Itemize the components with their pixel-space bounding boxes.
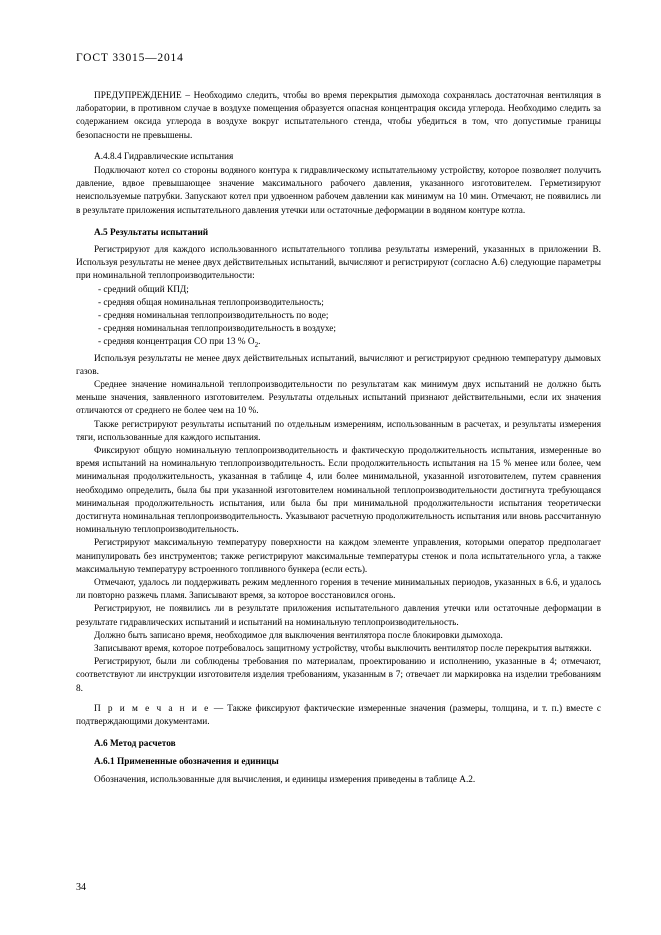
note-text: — Также фиксируют фактические измеренные значения (размеры, толщина, и т. п.) вместе с подтверждающими документами. bbox=[76, 703, 601, 727]
list-item: - средняя номинальная теплопроизводительность по воде; bbox=[98, 311, 329, 322]
subheading-a4841: А.4.8.4 Гидравлические испытания bbox=[94, 151, 234, 162]
paragraph-mean-output: Среднее значение номинальной теплопроизводительности по результатам как минимум двух испытаний не должно быть меньше значения, заявленного изготовителем. Результаты отдельных испытаний признают действительными, если их значения отличаются от среднего не более чем на 10 %. bbox=[76, 379, 601, 417]
heading-a5: А.5 Результаты испытаний bbox=[94, 227, 209, 238]
paragraph-individual-results: Также регистрируют результаты испытаний по отдельным измерениям, использованным в расчетах, и результаты измерения тяги, использованные для каждого испытания. bbox=[76, 419, 601, 443]
paragraph-duration: Фиксируют общую номинальную теплопроизводительность и фактическую продолжительность испытания, измеренные во время испытаний на номинальную теплопроизводительность. Если продолжительность испытания на 15 % менее или более, чем минимальная продолжительность, указанная в таблице 4, или более минимальной, указанной изготовителем, путем сравнения необходимо определить, была бы при указанной изготовителем номинальной теплопроизводительности достигнута требующаяся минимальная продолжительность испытания, или была бы при минимальной продолжительности испытания теоретически достигнута номинальная теплопроизводительность. Указывают расчетную продолжительность испытания или вновь рассчитанную номинальную теплопроизводительность. bbox=[76, 445, 601, 536]
heading-a61: А.6.1 Примененные обозначения и единицы bbox=[94, 757, 279, 768]
paragraph-symbols: Обозначения, использованные для вычисления, и единицы измерения приведены в таблице А.2. bbox=[94, 774, 476, 785]
paragraph-flue-temp: Используя результаты не менее двух действительных испытаний, вычисляют и регистрируют среднюю температуру дымовых газов. bbox=[76, 353, 601, 377]
note-label: П р и м е ч а н и е bbox=[94, 703, 210, 714]
page-header: ГОСТ 33015—2014 bbox=[76, 52, 184, 64]
list-item-co2 bbox=[76, 336, 601, 352]
paragraph-slow-burn: Отмечают, удалось ли поддерживать режим медленного горения в течение минимальных периодов, указанных в 6.6, и удалось ли повторно разжечь пламя. Записывают время, за которое восстановился огонь. bbox=[76, 577, 601, 602]
paragraph-requirements: Регистрируют, были ли соблюдены требования по материалам, проектированию и исполнению, указанные в 4; отмечают, соответствуют ли инструкции изготовителя изделия требованиям, указанным в 7; отвечает ли маркировка на изделии требованиям 8. bbox=[76, 657, 601, 694]
list-item: - средний общий КПД; bbox=[98, 284, 189, 295]
paragraph-leaks: Регистрируют, не появились ли в результате приложения испытательного давления утечки или остаточные деформации в результате гидравлических испытаний и испытаний на номинальную теплопроизводительность. bbox=[76, 604, 601, 628]
paragraph-fan-shutdown: Должно быть записано время, необходимое для выключения вентилятора после блокировки дымохода. bbox=[94, 630, 503, 641]
note-block bbox=[76, 703, 601, 729]
list-item-co2-end: . bbox=[258, 337, 261, 348]
paragraph-hydraulic: Подключают котел со стороны водяного контура к гидравлическому испытательному устройству, которое позволяет получить давление, вдвое превышающее значение максимального рабочего давления, указанного изготовителем. Герметизируют неиспользуемые патрубки. Запускают котел при удвоенном рабочем давлении как минимум на 10 мин. Отмечают, не появились ли в результате приложения испытательного давления утечки или остаточные деформации в водяном контуре котла. bbox=[76, 166, 601, 216]
co2-subscript: 2 bbox=[254, 341, 259, 350]
page-number: 34 bbox=[76, 882, 86, 893]
list-item-co2-text: - средняя концентрация СО при 13 % О bbox=[98, 337, 255, 348]
paragraph-warning: ПРЕДУПРЕЖДЕНИЕ – Необходимо следить, чтобы во время перекрытия дымохода сохранялась достаточная вентиляция в лаборатории, в противном случае в воздухе помещения образуется опасная концентрация оксида углерода. Необходимо следить за содержанием оксида углерода в воздухе вокруг испытательного стенда, чтобы убедиться в том, что допустимые границы безопасности не превышены. bbox=[76, 91, 601, 141]
paragraph-protective-device: Записывают время, которое потребовалось защитному устройству, чтобы выключить вентилятор после перекрытия вытяжки. bbox=[94, 643, 592, 654]
list-item: - средняя номинальная теплопроизводительность в воздухе; bbox=[98, 324, 337, 335]
heading-a6: А.6 Метод расчетов bbox=[94, 739, 176, 750]
paragraph-surface-temp: Регистрируют максимальную температуру поверхности на каждом элементе управления, которыми оператор предполагает манипулировать без инструментов; также регистрируют максимальные температуры стенок и пола испытательного угла, а также максимальную температуру встроенного топливного бункера (если есть). bbox=[76, 538, 601, 575]
paragraph-results-intro: Регистрируют для каждого использованного испытательного топлива результаты измерений, указанных в приложении В. Используя результаты не менее двух действительных испытаний, вычисляют и регистрируют (согласно А.6) следующие параметры при номинальной теплопроизводительности: bbox=[76, 245, 601, 282]
document-body bbox=[76, 90, 601, 787]
list-item: - средняя общая номинальная теплопроизводительность; bbox=[98, 297, 324, 308]
